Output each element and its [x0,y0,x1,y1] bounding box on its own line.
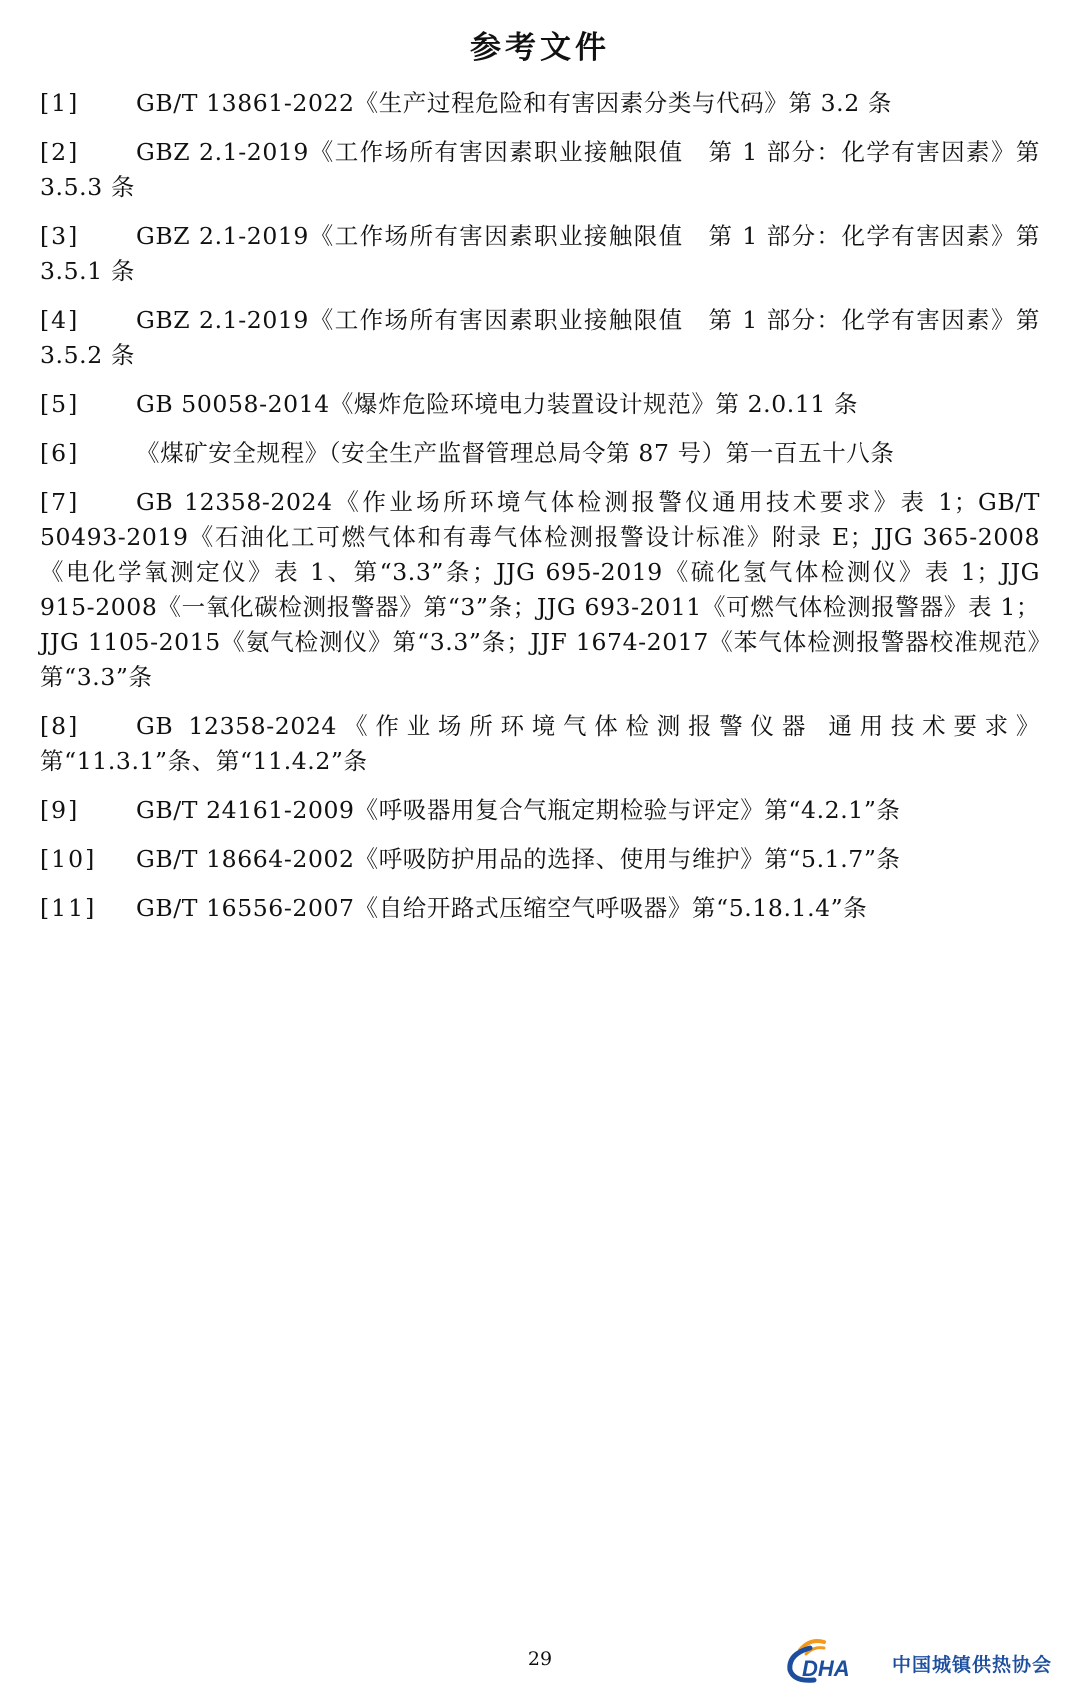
reference-number: [10] [40,845,97,873]
reference-text: GB 50058-2014《爆炸危险环境电力装置设计规范》第 2.0.11 条 [136,390,859,418]
reference-number: [4] [40,306,80,334]
reference-item [40,793,1040,828]
reference-number: [1] [40,89,80,117]
reference-number: [5] [40,390,80,418]
reference-item [40,842,1040,877]
page-title: 参考文件 [470,30,610,66]
reference-number: [8] [40,712,80,740]
cdha-logo-icon [780,1636,892,1686]
reference-text: GBZ 2.1-2019《工作场所有害因素职业接触限值 第 1 部分：化学有害因素》第 3.5.3 条 [40,138,1040,201]
reference-text: GBZ 2.1-2019《工作场所有害因素职业接触限值 第 1 部分：化学有害因素》第 3.5.1 条 [40,222,1040,285]
reference-number: [6] [40,439,80,467]
reference-item [40,303,1040,373]
reference-text: GB/T 18664-2002《呼吸防护用品的选择、使用与维护》第“5.1.7”条 [136,845,901,873]
reference-list [40,86,1040,940]
svg-text:DHA: DHA [802,1656,850,1681]
org-name: 中国城镇供热协会 [892,1654,1053,1676]
reference-item [40,891,1040,926]
reference-item [40,135,1040,205]
reference-text: GB/T 13861-2022《生产过程危险和有害因素分类与代码》第 3.2 条 [136,89,892,117]
reference-number: [11] [40,894,97,922]
reference-text: 《煤矿安全规程》（安全生产监督管理总局令第 87 号）第一百五十八条 [136,439,895,467]
reference-number: [3] [40,222,80,250]
reference-item [40,219,1040,289]
reference-text: GB/T 24161-2009《呼吸器用复合气瓶定期检验与评定》第“4.2.1”条 [136,796,901,824]
reference-number: [7] [40,488,80,516]
reference-item [40,436,1040,471]
cdha-logo [780,1636,1060,1686]
reference-item [40,387,1040,422]
reference-item [40,485,1040,695]
reference-number: [9] [40,796,80,824]
reference-item [40,86,1040,121]
reference-text: GB 12358-2024《作业场所环境气体检测报警仪通用技术要求》表 1；GB/T 50493-2019《石油化工可燃气体和有毒气体检测报警设计标准》附录 E；JJG 365-2008《电化学氧测定仪》表 1、第“3.3”条；JJG 695-2019《硫化氢气体检测仪》表 1；JJG 915-2008《一氧化碳检测报警器》第“3”条；JJG 693-2011《可燃气体检测报警器》表 1；JJG 1105-2015《氨气检测仪》第“3.3”条；JJF 1674-2017《苯气体检测报警器校准规范》第“3.3”条 [40,488,1040,691]
page-number: 29 [527,1648,553,1670]
reference-text: GB 12358-2024《作业场所环境气体检测报警仪器 通用技术要求》第“11.3.1”条、第“11.4.2”条 [40,712,1040,775]
reference-item [40,709,1040,779]
reference-number: [2] [40,138,80,166]
reference-text: GB/T 16556-2007《自给开路式压缩空气呼吸器》第“5.18.1.4”条 [136,894,868,922]
reference-text: GBZ 2.1-2019《工作场所有害因素职业接触限值 第 1 部分：化学有害因素》第 3.5.2 条 [40,306,1040,369]
